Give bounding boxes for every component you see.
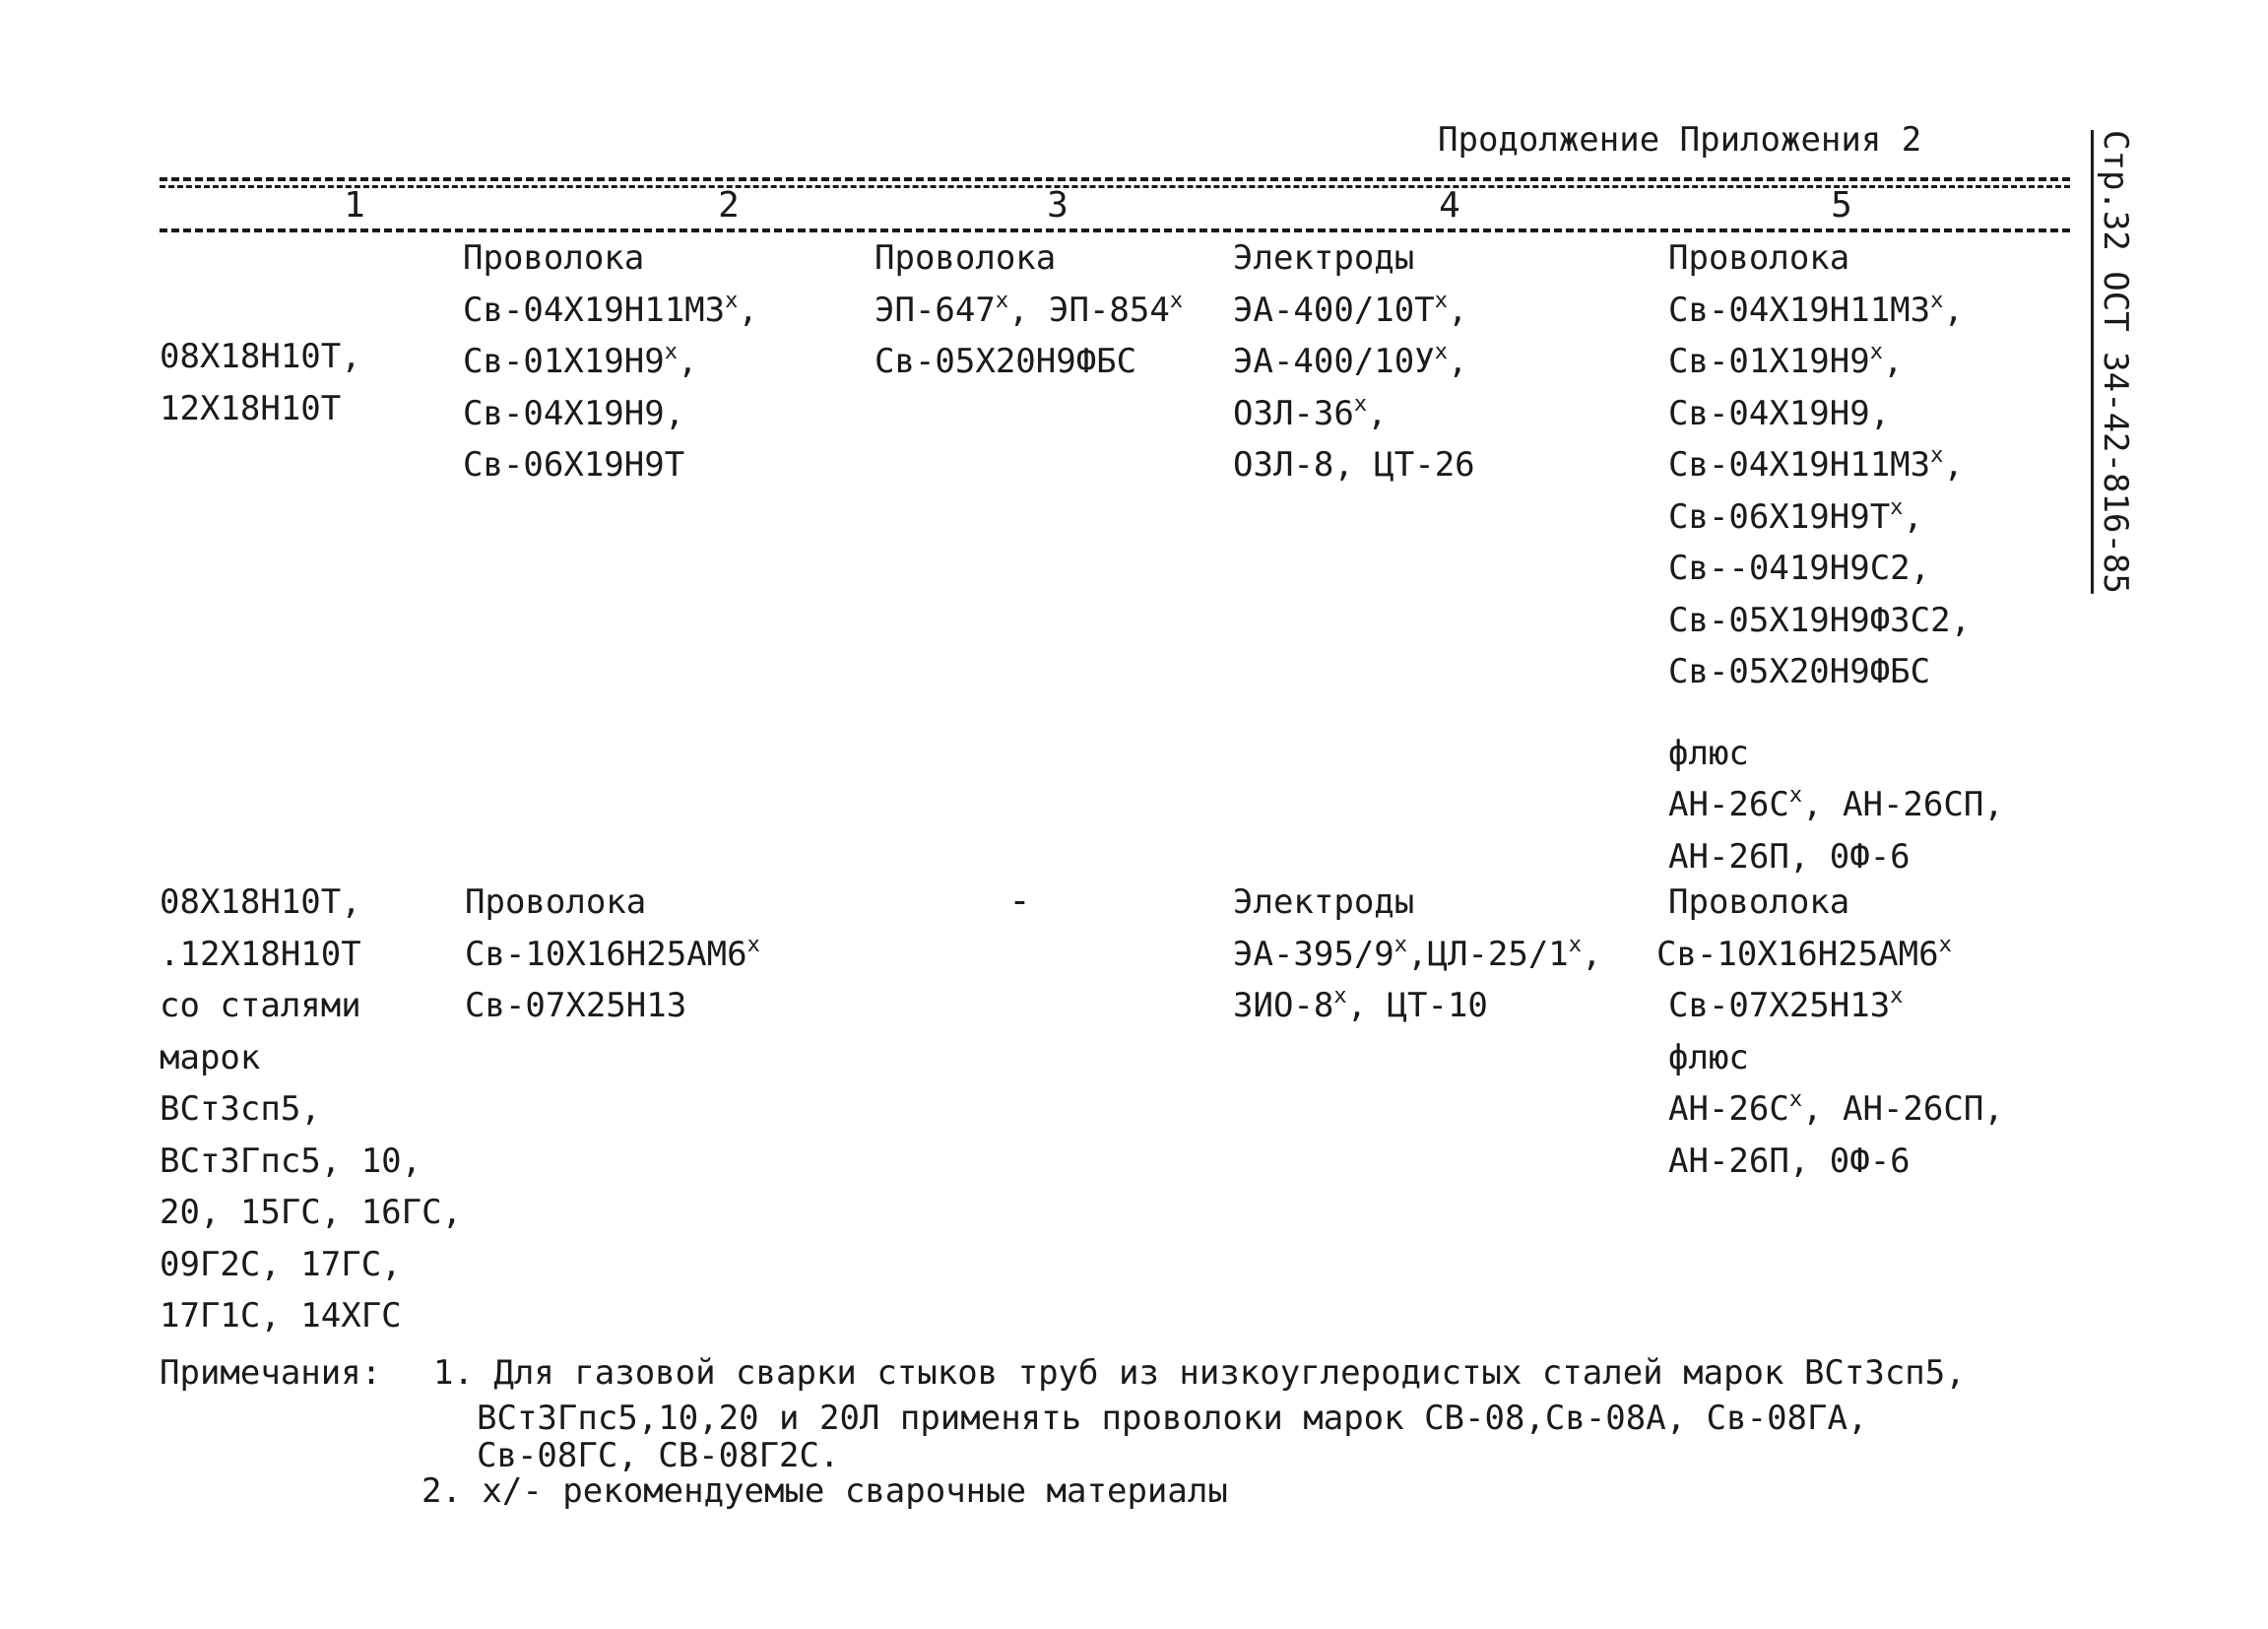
row2-col2-heading: Проволока <box>465 882 647 922</box>
list-item: $АН-26С^х$, АН-26СП, <box>1668 783 2004 824</box>
row1-grade-2: 12Х18Н10Т <box>160 388 342 428</box>
row1-gas-welding-wire <box>463 232 758 491</box>
column-number-1: 1 <box>344 185 365 226</box>
row1-col2-heading: Проволока <box>463 238 645 278</box>
list-item: Св-07Х25Н13 <box>465 986 687 1025</box>
list-item: $ЭП-647^х$, $ЭП-854^х$ <box>875 288 1184 330</box>
page-stamp: Стр.32 ОСТ 34-42-816-85 <box>2096 130 2135 594</box>
notes-label: Примечания: <box>160 1353 382 1393</box>
row2-col4-heading: Электроды <box>1233 882 1415 922</box>
list-item: $Св-01Х19Н9^х$, <box>463 340 698 381</box>
column-number-2: 2 <box>718 185 740 226</box>
column-number-5: 5 <box>1831 185 1852 226</box>
row1-electrodes <box>1233 232 1475 491</box>
list-item: $Св-04Х19Н11М3^х$, <box>1668 443 1964 485</box>
row1-grade-1: 08Х18Н10Т, <box>160 337 361 376</box>
row1-col5-materials <box>1668 232 2004 882</box>
note-item: ВСт3Гпс5,10,20 и 20Л применять проволоки марок СВ-08,Св-08А, Св-08ГА, <box>477 1399 1868 1438</box>
list-item: $Св-06Х19Н9Т^х$, <box>1668 494 1923 537</box>
list-item: Св-04Х19Н9, <box>463 393 685 433</box>
list-item: $Св-04Х19Н11М3^х$, <box>463 288 758 330</box>
table-top-rule-second <box>160 185 2070 188</box>
row2-steel-grades <box>160 877 462 1342</box>
list-item: $Св-10Х16Н25АМ6^х$ <box>465 932 760 974</box>
list-item: Св-05Х19Н9Ф3С2, <box>1668 600 1972 640</box>
list-item: $Св-01Х19Н9^х$, <box>1668 340 1904 381</box>
row2-col2-wire <box>465 877 760 1032</box>
list-item: Св-05Х20Н9ФБС <box>875 342 1137 381</box>
list-item: Св--0419Н9С2, <box>1668 549 1931 588</box>
list-item: $Св-10Х16Н25АМ6^х$ <box>1656 932 1952 974</box>
list-item: ОЗЛ-8, ЦТ-26 <box>1233 445 1475 485</box>
table-top-rule <box>160 177 2070 181</box>
row2-grade-line: 08Х18Н10Т, <box>160 882 361 922</box>
list-item: Св-06Х19Н9Т <box>463 445 685 485</box>
row2-grade-line: ВСт3сп5, <box>160 1089 321 1129</box>
row2-grade-line: марок <box>160 1037 261 1077</box>
note-item: 2. х/- рекомендуемые сварочные материалы <box>421 1471 1228 1511</box>
row2-electrodes <box>1233 877 1602 1032</box>
row1-col5-heading: Проволока <box>1668 238 1850 278</box>
list-item: $АН-26С^х$, АН-26СП, <box>1668 1087 2004 1129</box>
row2-col5-materials <box>1656 877 2004 1187</box>
list-item: Св-05Х20Н9ФБС <box>1668 652 1931 691</box>
row2-grade-line: .12Х18Н10Т <box>160 934 361 974</box>
row2-flux-heading: флюс <box>1668 1037 1749 1077</box>
row1-col3-wire <box>875 232 1183 388</box>
row2-grade-line: 20, 15ГС, 16ГС, <box>160 1193 463 1232</box>
row1-col4-heading: Электроды <box>1233 238 1415 278</box>
column-number-4: 4 <box>1439 185 1460 226</box>
list-item: ЗИО-$8^х$, ЦТ-10 <box>1233 984 1488 1025</box>
row2-col5-heading: Проволока <box>1668 882 1850 922</box>
continuation-title: Продолжение Приложения 2 <box>1438 120 1922 160</box>
list-item: ОЗЛ-$36^х$, <box>1233 391 1388 433</box>
row2-grade-line: 17Г1С, 14ХГС <box>160 1296 402 1336</box>
list-item: Св-04Х19Н9, <box>1668 393 1891 433</box>
row2-grade-line: 09Г2С, 17ГС, <box>160 1244 402 1284</box>
row1-flux-heading: флюс <box>1668 733 1749 773</box>
note-item: Св-08ГС, СВ-08Г2С. <box>477 1436 840 1475</box>
list-item: $ЭА-395/9^х,ЦЛ-25/1^х$, <box>1233 932 1602 974</box>
column-number-3: 3 <box>1047 185 1069 226</box>
list-item: АН-26П, 0Ф-6 <box>1668 836 1911 877</box>
list-item: $ЭА-400/10Т^х$, <box>1233 288 1468 330</box>
list-item: $Св-07Х25Н13^х$ <box>1668 984 1904 1025</box>
row2-grade-line: ВСт3Гпс5, 10, <box>160 1140 422 1181</box>
row1-col3-heading: Проволока <box>875 238 1057 278</box>
row2-col3-dash: - <box>1008 879 1031 922</box>
list-item: $Св-04Х19Н11М3^х$, <box>1668 288 1964 330</box>
row2-grade-line: со сталями <box>160 986 361 1025</box>
row1-steel-grades <box>160 331 361 434</box>
list-item: $ЭА-400/10У^х$, <box>1233 340 1468 381</box>
list-item: АН-26П, 0Ф-6 <box>1668 1140 1911 1181</box>
note-item: 1. Для газовой сварки стыков труб из низкоуглеродистых сталей марок ВСт3сп5, <box>433 1353 1966 1393</box>
